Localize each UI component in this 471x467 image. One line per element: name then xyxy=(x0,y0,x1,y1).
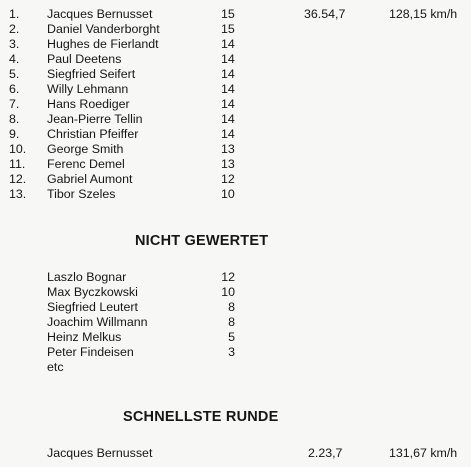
result-speed: 128,15 km/h xyxy=(389,7,458,21)
driver-name: Joachim Willmann xyxy=(47,315,148,329)
result-row xyxy=(0,97,471,112)
fastest-lap-heading: SCHNELLSTE RUNDE xyxy=(123,409,279,425)
driver-laps: 12 xyxy=(221,270,235,284)
result-position: 6. xyxy=(9,82,20,96)
result-driver-name: Jacques Bernusset xyxy=(47,7,153,21)
result-laps: 14 xyxy=(221,82,235,96)
driver-laps: 3 xyxy=(228,345,235,359)
result-driver-name: Daniel Vanderborght xyxy=(47,22,160,36)
fastest-lap-driver-name: Jacques Bernusset xyxy=(47,446,153,460)
result-laps: 13 xyxy=(221,157,235,171)
result-laps: 14 xyxy=(221,67,235,81)
result-driver-name: George Smith xyxy=(47,142,124,156)
list-item xyxy=(0,285,471,300)
result-position: 7. xyxy=(9,97,20,111)
result-laps: 14 xyxy=(221,97,235,111)
result-driver-name: Ferenc Demel xyxy=(47,157,125,171)
list-item xyxy=(0,330,471,345)
result-position: 1. xyxy=(9,7,20,21)
result-driver-name: Paul Deetens xyxy=(47,52,122,66)
result-laps: 15 xyxy=(221,7,235,21)
result-driver-name: Jean-Pierre Tellin xyxy=(47,112,143,126)
result-position: 2. xyxy=(9,22,20,36)
result-position: 13. xyxy=(9,187,27,201)
result-row xyxy=(0,112,471,127)
driver-name: etc xyxy=(47,360,64,374)
result-laps: 13 xyxy=(221,142,235,156)
not-classified-heading: NICHT GEWERTET xyxy=(135,233,269,249)
result-laps: 10 xyxy=(221,187,235,201)
list-item xyxy=(0,345,471,360)
result-row xyxy=(0,52,471,67)
result-row xyxy=(0,157,471,172)
result-row xyxy=(0,7,471,22)
result-row xyxy=(0,187,471,202)
result-position: 11. xyxy=(9,157,26,171)
result-position: 12. xyxy=(9,172,27,186)
list-item xyxy=(0,360,471,375)
driver-laps: 8 xyxy=(228,300,235,314)
result-driver-name: Siegfried Seifert xyxy=(47,67,136,81)
driver-laps: 5 xyxy=(228,330,235,344)
result-driver-name: Hughes de Fierlandt xyxy=(47,37,159,51)
result-row xyxy=(0,22,471,37)
driver-name: Peter Findeisen xyxy=(47,345,134,359)
result-laps: 12 xyxy=(221,172,235,186)
driver-name: Max Byczkowski xyxy=(47,285,138,299)
result-position: 9. xyxy=(9,127,20,141)
result-laps: 14 xyxy=(221,127,235,141)
fastest-lap-time: 2.23,7 xyxy=(308,446,343,460)
result-laps: 15 xyxy=(221,22,235,36)
result-driver-name: Gabriel Aumont xyxy=(47,172,133,186)
result-position: 5. xyxy=(9,67,20,81)
result-laps: 14 xyxy=(221,52,235,66)
driver-laps: 8 xyxy=(228,315,235,329)
fastest-lap-speed: 131,67 km/h xyxy=(389,446,458,460)
result-row xyxy=(0,142,471,157)
result-driver-name: Christian Pfeiffer xyxy=(47,127,139,141)
result-row xyxy=(0,172,471,187)
result-driver-name: Tibor Szeles xyxy=(47,187,116,201)
result-row xyxy=(0,82,471,97)
result-position: 3. xyxy=(9,37,20,51)
result-row xyxy=(0,127,471,142)
list-item xyxy=(0,315,471,330)
result-driver-name: Hans Roediger xyxy=(47,97,130,111)
list-item xyxy=(0,300,471,315)
driver-laps: 10 xyxy=(221,285,235,299)
driver-name: Heinz Melkus xyxy=(47,330,122,344)
result-driver-name: Willy Lehmann xyxy=(47,82,129,96)
list-item xyxy=(0,270,471,285)
result-laps: 14 xyxy=(221,112,235,126)
result-position: 10. xyxy=(9,142,27,156)
driver-name: Laszlo Bognar xyxy=(47,270,127,284)
result-row xyxy=(0,37,471,52)
result-time: 36.54,7 xyxy=(304,7,346,21)
driver-name: Siegfried Leutert xyxy=(47,300,138,314)
result-position: 4. xyxy=(9,52,20,66)
result-laps: 14 xyxy=(221,37,235,51)
fastest-lap-row xyxy=(0,446,471,461)
result-row xyxy=(0,67,471,82)
result-position: 8. xyxy=(9,112,20,126)
